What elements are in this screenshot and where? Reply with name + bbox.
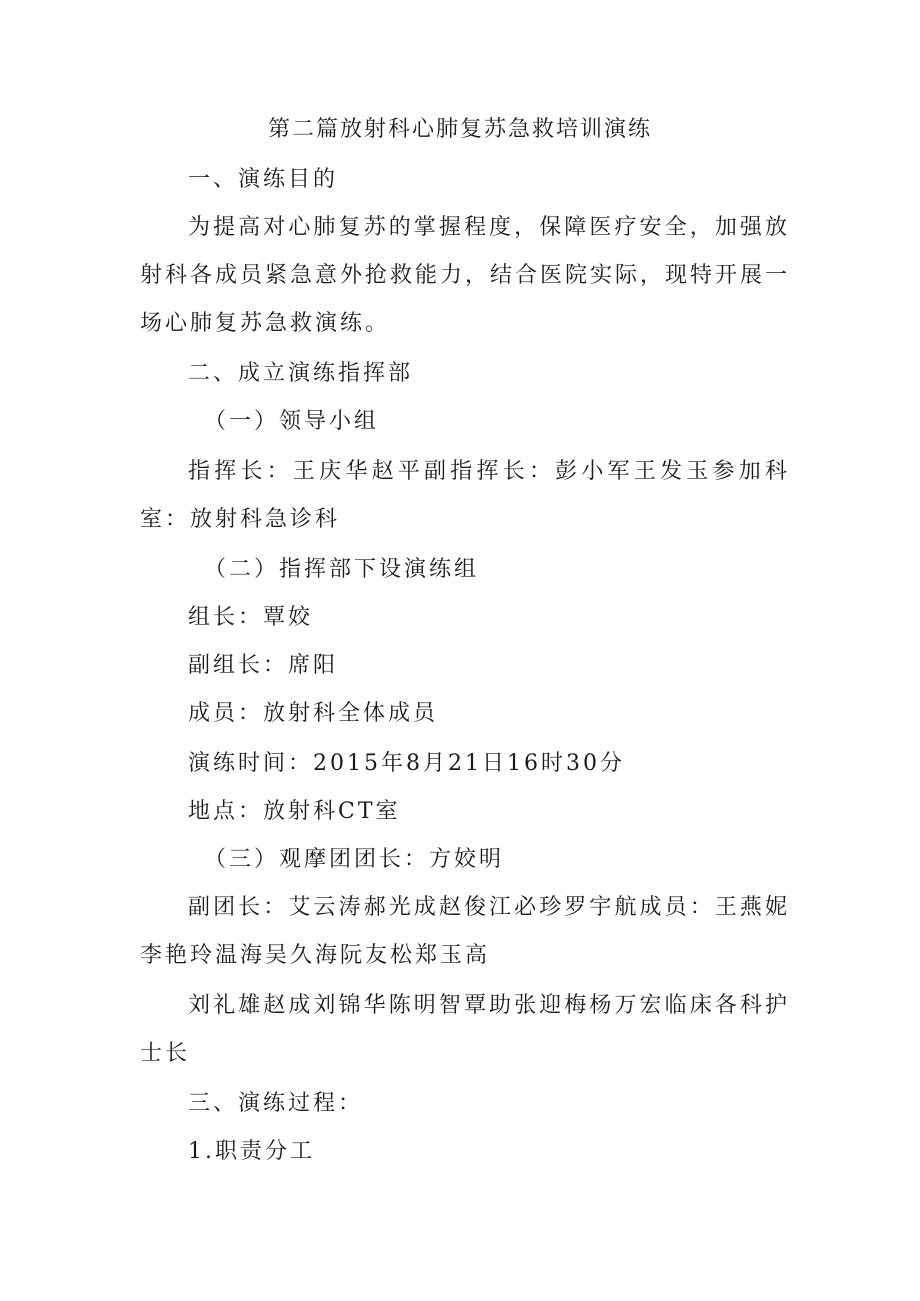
drill-time: 演练时间：2015年8月21日16时30分 [188, 751, 625, 776]
subsection1-paragraph: 指挥长：王庆华赵平副指挥长：彭小军王发玉参加科室：放射科急诊科 [140, 459, 790, 532]
subsection3-heading: （三）观摩团团长：方姣明 [204, 847, 505, 872]
subsection3-paragraph: 副团长：艾云涛郝光成赵俊江必珍罗宇航成员：王燕妮李艳玲温海吴久海阮友松郑玉高 [140, 895, 790, 968]
section1-paragraph: 为提高对心肺复苏的掌握程度，保障医疗安全，加强放射科各成员紧急意外抢救能力，结合医院实际，现特开展一场心肺复苏急救演练。 [140, 215, 791, 336]
section3-heading: 三、演练过程： [188, 1091, 364, 1116]
deputy-group-leader: 副组长：席阳 [188, 653, 339, 678]
group-leader: 组长：覃姣 [188, 605, 314, 630]
drill-location: 地点：放射科CT室 [188, 799, 401, 824]
section2-heading: 二、成立演练指挥部 [188, 361, 414, 386]
subsection3-paragraph-continued: 刘礼雄赵成刘锦华陈明智覃助张迎梅杨万宏临床各科护士长 [140, 993, 790, 1066]
section3-item1: 1.职责分工 [188, 1139, 315, 1164]
subsection2-heading: （二）指挥部下设演练组 [204, 557, 480, 582]
subsection1-heading: （一）领导小组 [204, 409, 380, 434]
section1-heading: 一、演练目的 [188, 167, 339, 192]
group-members: 成员：放射科全体成员 [188, 701, 439, 726]
document-title: 第二篇放射科心肺复苏急救培训演练 [267, 117, 652, 142]
